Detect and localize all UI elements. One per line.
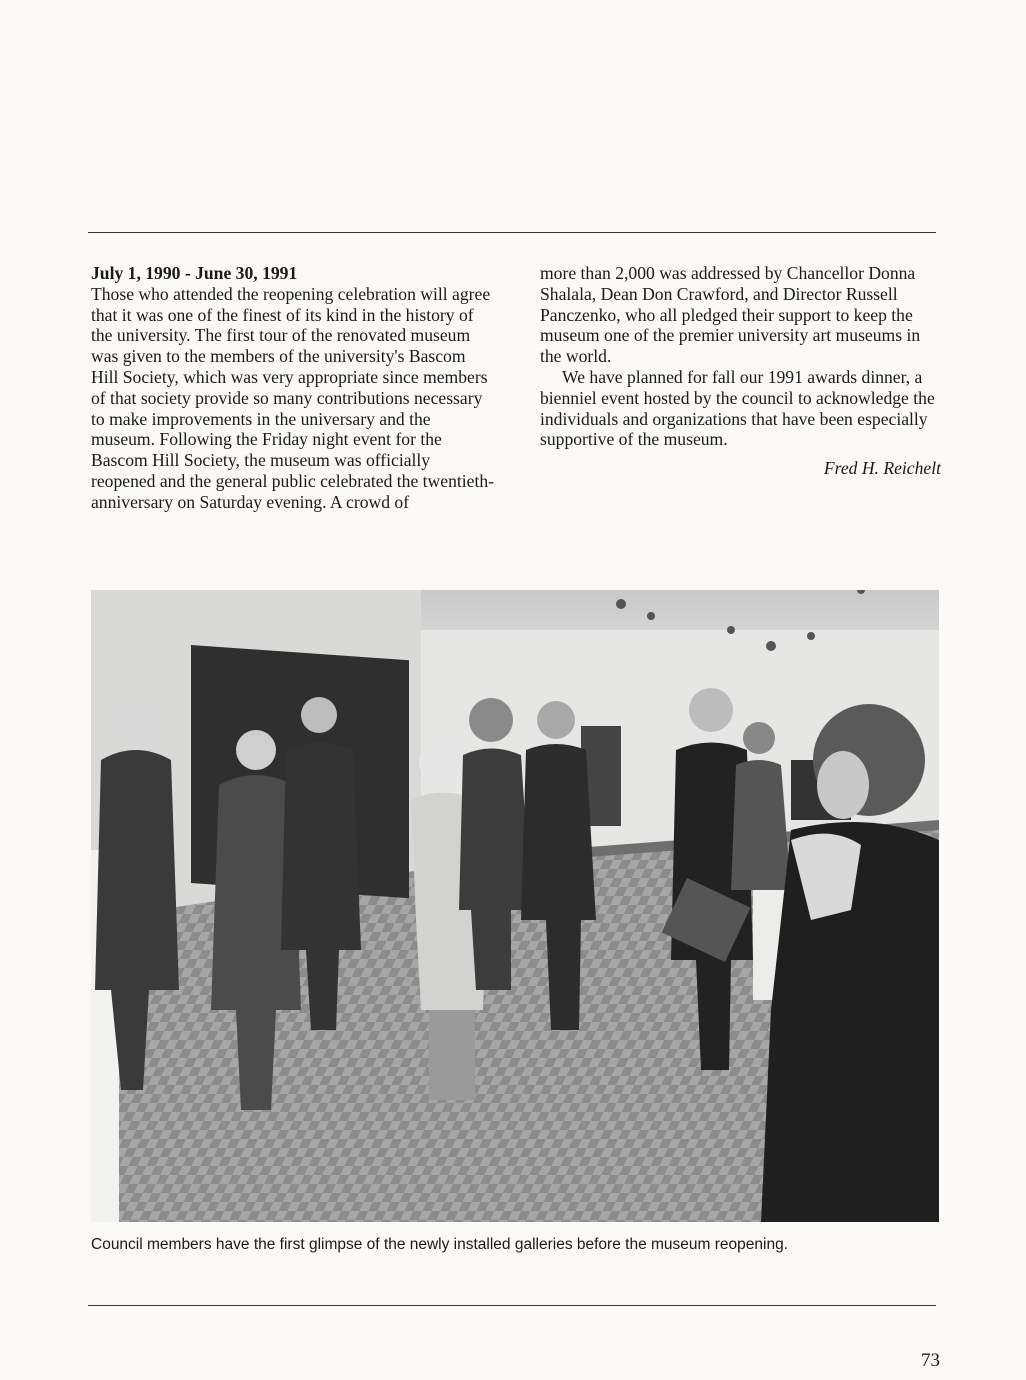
page-number: 73 xyxy=(921,1350,940,1371)
signature: Fred H. Reichelt xyxy=(823,458,941,479)
article-heading: July 1, 1990 - June 30, 1991 xyxy=(91,263,298,283)
bottom-rule xyxy=(88,1305,936,1306)
right-paragraph-2: We have planned for fall our 1991 awards dinner, a bienniel event hosted by the council to acknowledge the individuals and organizations that have been especially supportive of the museum. xyxy=(540,366,935,450)
photo-caption: Council members have the first glimpse of the newly installed galleries before the museum reopening. xyxy=(91,1236,788,1253)
top-rule xyxy=(88,232,936,233)
gallery-photo xyxy=(91,590,939,1222)
right-column xyxy=(540,263,945,479)
left-body-text: Those who attended the reopening celebration will agree that it was one of the finest of its kind in the history of the university. The first tour of the renovated museum was given to the members of the university's Bascom Hill Society, which was very appropriate since members of that society provide so many contributions necessary to make improvements in the universary and the museum. Following the Friday night event for the Bascom Hill Society, the museum was officially reopened and the general public celebrated the twentieth-anniversary on Saturday evening. A crowd of xyxy=(91,283,494,512)
left-column xyxy=(91,263,496,513)
gallery-photo-illustration xyxy=(91,590,939,1222)
right-paragraph-1: more than 2,000 was addressed by Chancellor Donna Shalala, Dean Don Crawford, and Director Russell Panczenko, who all pledged their support to keep the museum one of the premier university art museums in the world. xyxy=(540,263,921,367)
